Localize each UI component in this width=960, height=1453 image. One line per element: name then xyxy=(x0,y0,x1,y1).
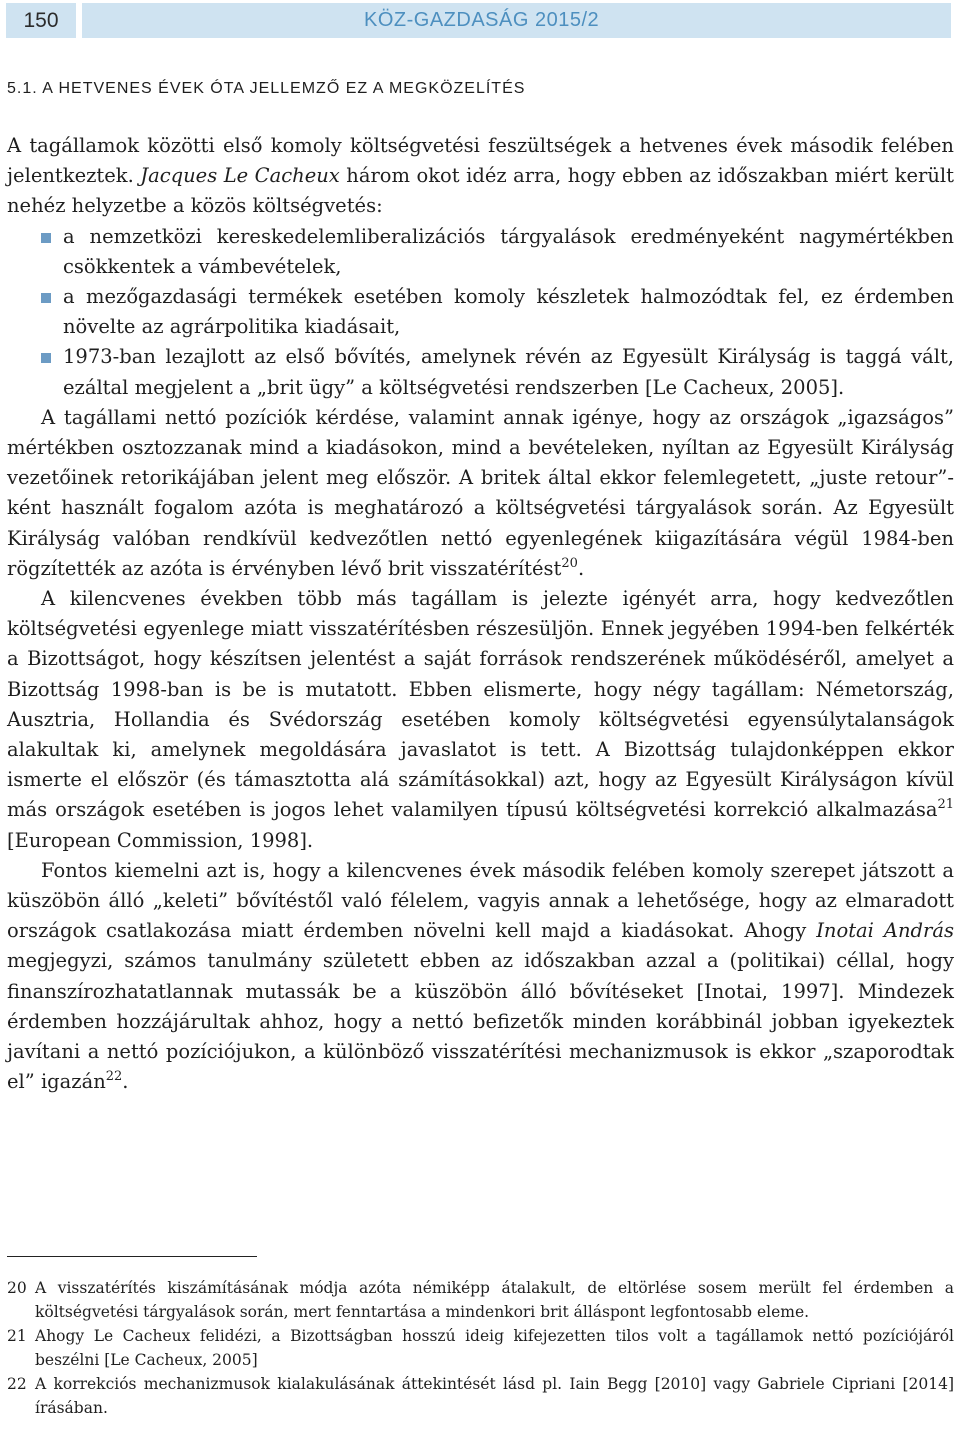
footnote xyxy=(7,1372,954,1420)
reasons-list xyxy=(7,222,954,403)
footnote-text: A visszatérítés kiszámításának módja azóta némiképp átalakult, de eltörlése sosem merült fel érdemben a költségvetési tárgyalások során, mert fenntartása a mindenkori brit álláspont legfontosabb eleme. xyxy=(35,1279,954,1321)
list-item xyxy=(7,282,954,342)
paragraph-text: A kilencvenes években több más tagállam is jelezte igényét arra, hogy kedvezőtlen költségvetési egyenlege miatt visszatérítésben részesüljön. Ennek jegyében 1994-ben felkérték a Bizottságot, hogy készítsen jelentést a saját források rendszerének működéséről, amelyet a Bizottság 1998-ban is be is mutatott. Ebben elismerte, hogy négy tagállam: Németország, Ausztria, Hollandia és Svédország esetében komoly költségvetési egyensúlytalanságok alakultak ki, amelynek megoldására javaslatot is tett. A Bizottság tulajdonképpen ekkor ismerte el először (és támasztotta alá számításokkal) azt, hogy az Egyesült Királyságon kívül más országok esetében is jogos lehet valamilyen típusú költségvetési korrekció alkalmazása xyxy=(7,587,954,822)
article-body xyxy=(7,131,954,1098)
list-item-text: 1973-ban lezajlott az első bővítés, amelynek révén az Egyesült Királyság is taggá vált, ezáltal megjelent a „brit ügy” a költségvetési rendszerben [Le Cacheux, 2005]. xyxy=(63,345,954,399)
paragraph-nineties xyxy=(7,584,954,856)
list-item xyxy=(7,342,954,402)
footnote-text: A korrekciós mechanizmusok kialakulásának áttekintését lásd pl. Iain Begg [2010] vagy Gabriele Cipriani [2014] írásában. xyxy=(35,1375,954,1417)
paragraph-end: [European Commission, 1998]. xyxy=(7,828,314,852)
list-item-text: a nemzetközi kereskedelemliberalizációs tárgyalások eredményeként nagymértékben csökkentek a vámbevételek, xyxy=(63,224,954,278)
footnote-ref-21[interactable]: 21 xyxy=(937,797,954,813)
cited-author: Jacques Le Cacheux xyxy=(140,164,340,188)
footnote-number: 20 xyxy=(7,1279,27,1297)
intro-paragraph xyxy=(7,131,954,222)
footnote-ref-20[interactable]: 20 xyxy=(561,555,578,571)
paragraph-end: . xyxy=(122,1070,129,1094)
cited-author: Inotai András xyxy=(816,919,954,943)
square-bullet-icon xyxy=(41,353,51,363)
list-item-text: a mezőgazdasági termékek esetében komoly készletek halmozódtak fel, ez érdemben növelte az agrárpolitika kiadásait, xyxy=(63,285,954,339)
page-number: 150 xyxy=(6,3,76,38)
square-bullet-icon xyxy=(41,293,51,303)
section-title: 5.1. A HETVENES ÉVEK ÓTA JELLEMZŐ EZ A MEGKÖZELÍTÉS xyxy=(7,80,526,97)
square-bullet-icon xyxy=(41,233,51,243)
intro-text-start: A tagállamok közötti első komoly költségvetési feszültségek a hetvenes évek második felében jelentkeztek. xyxy=(7,134,954,188)
paragraph-enlargement xyxy=(7,856,954,1098)
paragraph-text: megjegyzi, számos tanulmány született ebben az időszakban azzal a (politikai) céllal, hogy finanszírozhatatlannak mutassák be a küszöbön álló bővítéseket [Inotai, 1997]. Mindezek érdemben hozzájárultak ahhoz, hogy a nettó befizetők minden korábbinál jobban igyekeztek javítani a nettó pozíciójukon, a különböző visszatérítési mechanizmusok is ekkor „szaporodtak el” igazán xyxy=(7,949,954,1094)
footnote-number: 22 xyxy=(7,1375,27,1393)
paragraph-net-positions xyxy=(7,403,954,584)
paragraph-end: . xyxy=(577,556,585,580)
footnote-text: Ahogy Le Cacheux felidézi, a Bizottságban hosszú ideig kifejezetten tilos volt a tagállamok nettó pozíciójáról beszélni [Le Cacheux, 2005] xyxy=(35,1327,954,1369)
paragraph-text: A tagállami nettó pozíciók kérdése, valamint annak igénye, hogy az országok „igazságos” mértékben osztozzanak mind a kiadásokon, mind a bevételeken, nyíltan az Egyesült Királyság vezetőinek retorikájában jelent meg először. A britek által ekkor felemlegetett, „juste retour”-ként használt fogalom azóta is meghatározó a költségvetési tárgyalások során. Az Egyesült Királyság valóban rendkívül kedvezőtlen nettó egyenlegének kiigazítására végül 1984-ben rögzítették az azóta is érvényben lévő brit visszatérítést xyxy=(7,405,954,580)
list-item xyxy=(7,222,954,282)
footnote xyxy=(7,1276,954,1324)
paragraph-text: Fontos kiemelni azt is, hogy a kilencvenes évek második felében komoly szerepet játszott a küszöbön álló „keleti” bővítéstől való félelem, vagyis annak a lehetősége, hogy az elmaradott országok csatlakozása miatt érdemben növelni kell majd a kiadásokat. Ahogy xyxy=(7,858,954,943)
footnote-divider xyxy=(7,1256,257,1257)
page-header xyxy=(6,3,951,38)
intro-text-end: három okot idéz arra, hogy ebben az időszakban miért került nehéz helyzetbe a közös költségvetés: xyxy=(7,164,954,218)
footnote xyxy=(7,1324,954,1372)
footnote-number: 21 xyxy=(7,1327,27,1345)
footnotes xyxy=(7,1276,954,1420)
footnote-ref-22[interactable]: 22 xyxy=(105,1069,123,1085)
journal-title: KÖZ-GAZDASÁG 2015/2 xyxy=(82,3,951,38)
